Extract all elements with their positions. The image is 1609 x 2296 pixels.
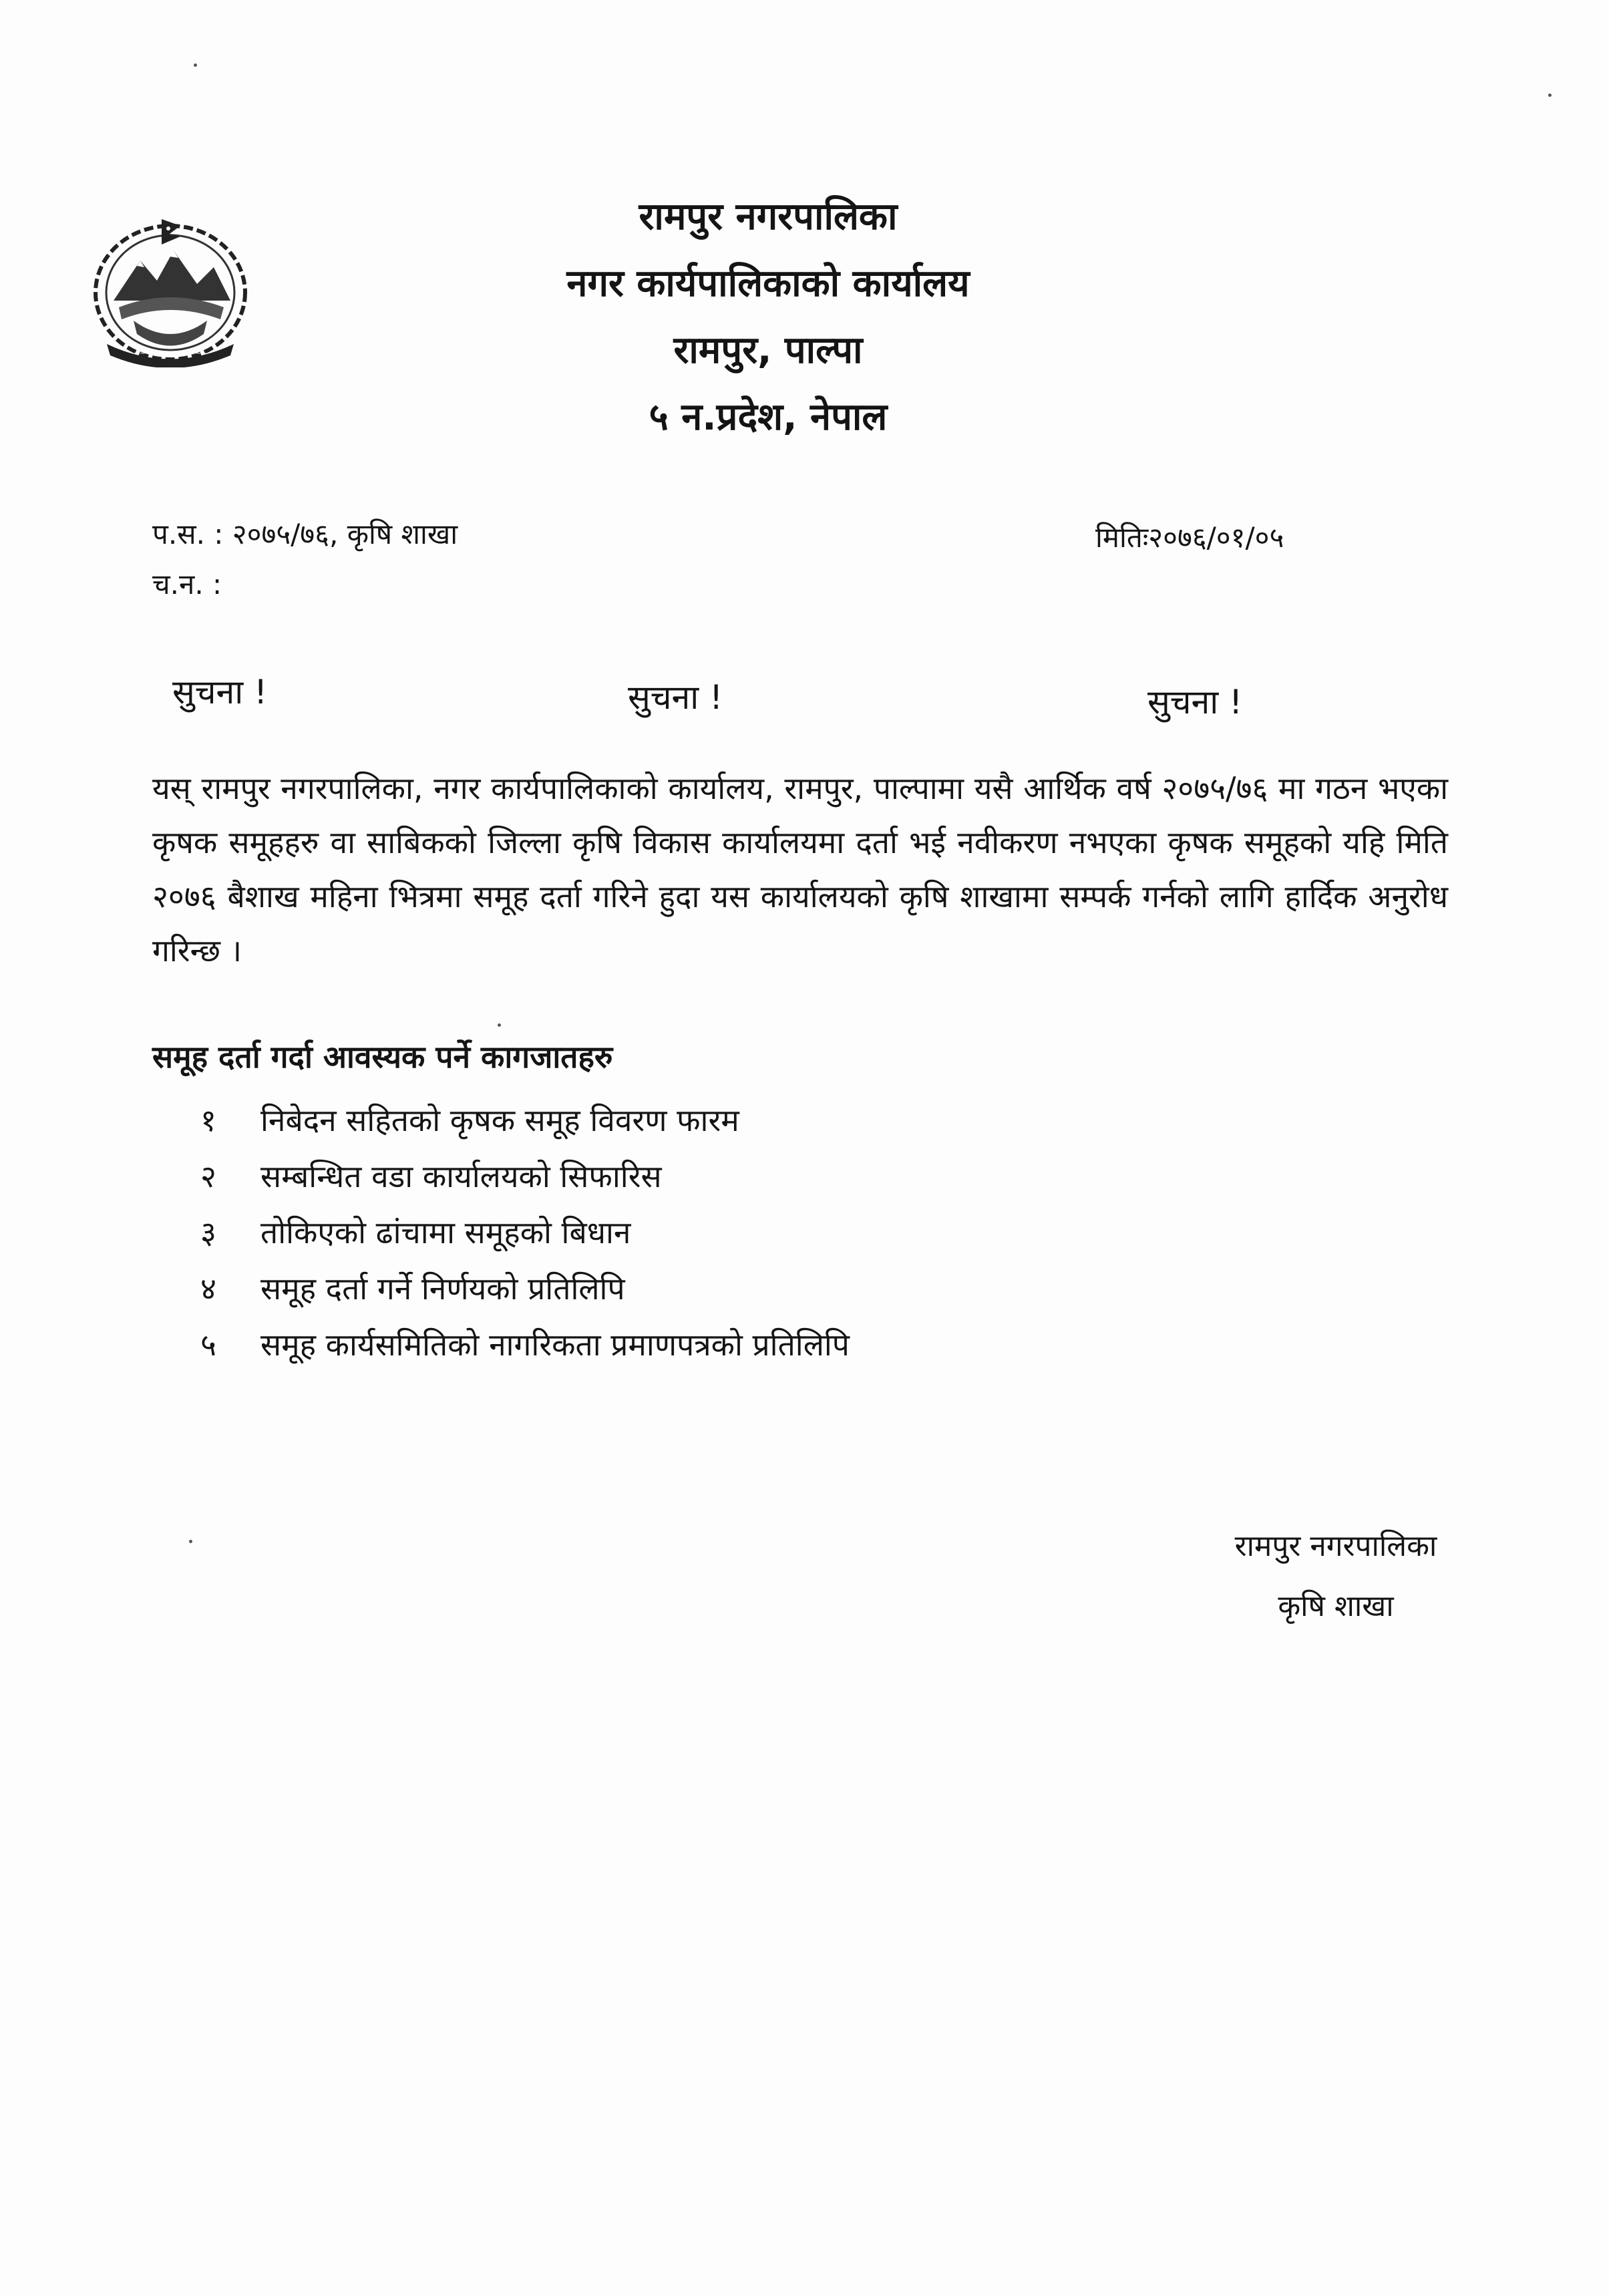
notice-heading-left: सुचना ! <box>172 673 268 711</box>
required-documents-list <box>200 1092 850 1373</box>
nepal-government-emblem-icon <box>87 214 254 367</box>
list-item-text: समूह कार्यसमितिको नागरिकता प्रमाणपत्रको प्रतिलिपि <box>260 1327 850 1363</box>
list-item-number: ४ <box>200 1271 216 1307</box>
notice-body-paragraph: यस् रामपुर नगरपालिका, नगर कार्यपालिकाको कार्यालय, रामपुर, पाल्पामा यसै आर्थिक वर्ष २०७५/७६ मा गठन भएका कृषक समूहहरु वा साबिकको जिल्ला कृषि विकास कार्यालयमा दर्ता भई नवीकरण नभएका कृषक समूहको यहि मिति २०७६ बैशाख महिना भित्रमा समूह दर्ता गरिने हुदा यस कार्यालयको कृषि शाखामा सम्पर्क गर्नको लागि हार्दिक अनुरोध गरिन्छ । <box>152 770 1448 969</box>
dispatch-number: च.न. : <box>152 568 222 601</box>
list-item <box>200 1092 850 1148</box>
scan-speck <box>1548 94 1552 97</box>
list-item-number: १ <box>200 1102 216 1138</box>
office-header <box>468 184 1069 451</box>
municipality-name: रामपुर नगरपालिका <box>639 195 898 238</box>
list-item <box>200 1317 850 1373</box>
list-item <box>200 1261 850 1317</box>
signature-branch: कृषि शाखा <box>1278 1589 1394 1623</box>
list-item <box>200 1204 850 1261</box>
office-name: नगर कार्यपालिकाको कार्यालय <box>566 262 970 305</box>
list-item-text: सम्बन्धित वडा कार्यालयको सिफारिस <box>260 1158 662 1194</box>
list-item-text: निबेदन सहितको कृषक समूह विवरण फारम <box>260 1102 739 1138</box>
list-item-number: ३ <box>200 1214 216 1251</box>
scan-speck <box>498 1023 501 1027</box>
list-item-text: समूह दर्ता गर्ने निर्णयको प्रतिलिपि <box>260 1271 625 1307</box>
list-item-number: ५ <box>200 1327 216 1363</box>
scan-speck <box>194 63 197 67</box>
required-documents-title: समूह दर्ता गर्दा आवस्यक पर्ने कागजातहरु <box>152 1039 613 1075</box>
letter-reference-number: प.स. : २०७५/७६, कृषि शाखा <box>152 518 458 550</box>
office-location: रामपुर, पाल्पा <box>673 329 863 372</box>
signature-block <box>1189 1516 1483 1637</box>
svg-text:~~~~~~~~~~~~: ~~~~~~~~~~~~ <box>133 349 208 357</box>
list-item-text: तोकिएको ढांचामा समूहको बिधान <box>260 1214 631 1251</box>
notice-heading-center: सुचना ! <box>628 678 723 717</box>
scan-speck <box>189 1540 192 1543</box>
notice-heading-right: सुचना ! <box>1147 683 1243 721</box>
province-country: ५ न.प्रदेश, नेपाल <box>649 395 888 439</box>
list-item <box>200 1148 850 1204</box>
letter-date: मितिः२०७६/०१/०५ <box>1095 521 1284 554</box>
signature-office: रामपुर नगरपालिका <box>1234 1529 1437 1563</box>
list-item-number: २ <box>200 1158 216 1194</box>
